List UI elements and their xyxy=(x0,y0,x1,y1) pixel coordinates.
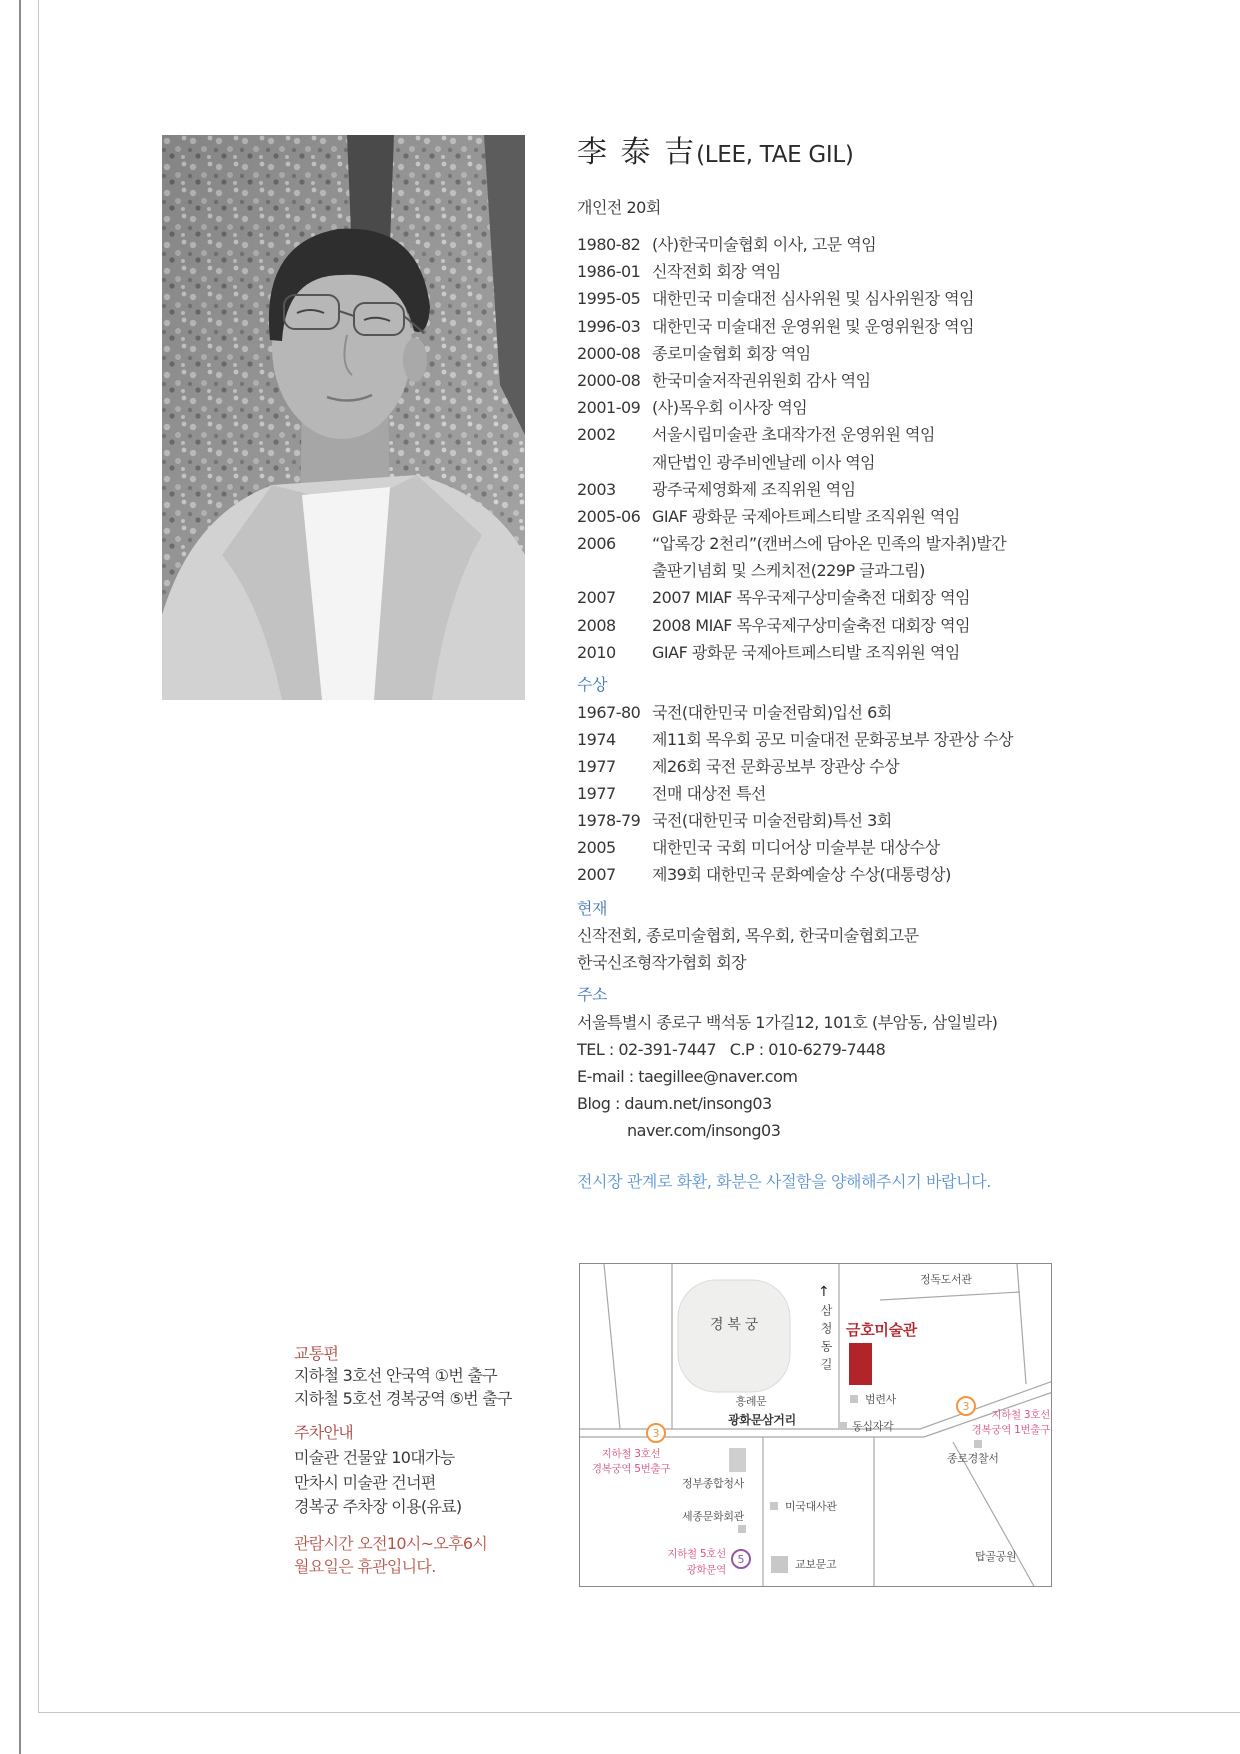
station-bottom-exit: 광화문역 xyxy=(686,1564,726,1576)
award-row xyxy=(577,780,1137,807)
awards-list xyxy=(577,699,1137,888)
career-text: GIAF 광화문 국제아트페스티발 조직위원 역임 xyxy=(652,506,960,526)
artist-name-hanja: 李 泰 吉 xyxy=(577,135,697,170)
career-text: 재단법인 광주비엔날레 이사 역임 xyxy=(652,452,876,472)
award-year: 2007 xyxy=(577,865,616,884)
address-blog-secondary: naver.com/insong03 xyxy=(627,1121,781,1140)
embassy-label: 미국대사관 xyxy=(785,1500,837,1513)
award-text: 전매 대상전 특선 xyxy=(652,784,766,803)
temple-label: 범련사 xyxy=(865,1393,896,1406)
career-text: (사)한국미술협회 이사, 고문 역임 xyxy=(652,235,877,254)
award-year: 2005 xyxy=(577,838,616,857)
page-inner-edge xyxy=(38,0,39,1712)
artist-name-title xyxy=(577,134,854,176)
parking-line: 미술관 건물앞 10대가능 xyxy=(294,1448,455,1467)
award-row xyxy=(577,699,1137,726)
career-text: 2008 MIAF 목우국제구상미술축전 대회장 역임 xyxy=(652,615,971,635)
career-list xyxy=(577,231,1137,666)
page-binding-edge xyxy=(19,0,21,1754)
career-year: 2001-09 xyxy=(577,398,641,418)
award-row xyxy=(577,861,1137,888)
transit-line: 지하철 5호선 경복궁역 ⑤번 출구 xyxy=(294,1389,512,1408)
career-text: 대한민국 미술대전 운영위원 및 운영위원장 역임 xyxy=(652,316,975,336)
address-blog: Blog : daum.net/insong03 xyxy=(577,1094,772,1113)
award-year: 1974 xyxy=(577,730,616,749)
career-year: 2003 xyxy=(577,479,616,499)
location-map xyxy=(579,1263,1052,1587)
career-row xyxy=(577,367,1137,394)
station-left-exit: 경복궁역 5번출구 xyxy=(591,1463,671,1475)
station-number-bottom: 5 xyxy=(737,1553,745,1566)
parking-heading: 주차안내 xyxy=(294,1423,354,1442)
award-year: 1977 xyxy=(577,784,616,803)
parking-line: 만차시 미술관 건너편 xyxy=(294,1473,436,1492)
address-phone: TEL : 02-391-7447 C.P : 010-6279-7448 xyxy=(577,1040,886,1059)
address-street: 서울특별시 종로구 백석동 1가길12, 101호 (부암동, 삼일빌라) xyxy=(577,1013,998,1032)
career-year: 2007 xyxy=(577,588,616,608)
career-text: 신작전회 회장 역임 xyxy=(652,262,781,282)
award-row xyxy=(577,807,1137,834)
career-year: 2000-08 xyxy=(577,370,641,390)
closed-day: 월요일은 휴관입니다. xyxy=(294,1557,436,1576)
road-line xyxy=(604,1264,620,1429)
address-heading: 주소 xyxy=(577,985,607,1004)
awards-heading: 수상 xyxy=(577,675,607,694)
gov-complex-label: 정부종합청사 xyxy=(682,1477,744,1490)
career-row xyxy=(577,258,1137,285)
career-text: 2007 MIAF 목우국제구상미술축전 대회장 역임 xyxy=(652,588,971,608)
current-line: 한국신조형작가협회 회장 xyxy=(577,953,747,972)
portrait-image xyxy=(162,135,525,700)
station-right-line: 지하철 3호선 xyxy=(991,1409,1050,1421)
career-row xyxy=(577,476,1137,503)
career-year: 2008 xyxy=(577,615,616,635)
career-year: 1980-82 xyxy=(577,235,641,254)
sejong-label: 세종문화회관 xyxy=(682,1510,744,1523)
station-bottom-line: 지하철 5호선 xyxy=(667,1548,726,1560)
station-left-line: 지하철 3호선 xyxy=(601,1448,661,1460)
award-row xyxy=(577,753,1137,780)
career-text: “압록강 2천리”(캔버스에 담아온 민족의 발자취)발간 xyxy=(652,534,1007,554)
career-year: 2000-08 xyxy=(577,343,641,363)
embassy-marker xyxy=(770,1502,778,1510)
career-text: 종로미술협회 회장 역임 xyxy=(652,343,811,363)
award-row xyxy=(577,726,1137,753)
solo-exhibitions: 개인전 20회 xyxy=(577,198,661,217)
flower-notice: 전시장 관계로 화환, 화분은 사절함을 양해해주시기 바랍니다. xyxy=(577,1172,991,1191)
portrait-photo xyxy=(162,135,525,700)
road-line xyxy=(880,1292,1020,1300)
artist-name-latin: (LEE, TAE GIL) xyxy=(696,142,854,168)
address-email: E-mail : taegillee@naver.com xyxy=(577,1067,798,1086)
career-row xyxy=(577,639,1137,666)
gate-label: 흥례문 xyxy=(735,1395,767,1408)
career-text: 대한민국 미술대전 심사위원 및 심사위원장 역임 xyxy=(652,289,975,309)
samcheong-road-label: 삼청동길 xyxy=(819,1304,833,1376)
career-row xyxy=(577,584,1137,611)
award-row xyxy=(577,834,1137,861)
career-text: GIAF 광화문 국제아트페스티발 조직위원 역임 xyxy=(652,642,960,662)
palace-label: 경 복 궁 xyxy=(710,1317,758,1333)
career-year: 2002 xyxy=(577,425,616,445)
police-marker xyxy=(974,1440,982,1448)
transit-line: 지하철 3호선 안국역 ①번 출구 xyxy=(294,1366,497,1385)
career-row xyxy=(577,557,1137,584)
sejong-marker xyxy=(738,1525,746,1533)
award-year: 1977 xyxy=(577,757,616,776)
station-number-right: 3 xyxy=(962,1400,970,1413)
page-bottom-edge xyxy=(38,1712,1240,1713)
career-text: 출판기념회 및 스케치전(229P 글과그림) xyxy=(652,561,925,581)
police-label: 종로경찰서 xyxy=(947,1452,999,1465)
career-row xyxy=(577,231,1137,258)
career-row xyxy=(577,612,1137,639)
current-heading: 현재 xyxy=(577,899,607,918)
career-year: 1986-01 xyxy=(577,262,641,282)
temple-marker xyxy=(850,1395,858,1403)
award-year: 1978-79 xyxy=(577,811,641,830)
award-year: 1967-80 xyxy=(577,703,641,722)
junction-label: 광화문삼거리 xyxy=(728,1413,796,1427)
career-row xyxy=(577,394,1137,421)
career-row xyxy=(577,340,1137,367)
career-year: 2005-06 xyxy=(577,506,641,526)
career-year: 1995-05 xyxy=(577,289,641,309)
north-arrow-icon: ↑ xyxy=(818,1284,830,1300)
career-row xyxy=(577,313,1137,340)
park-label: 탑골공원 xyxy=(975,1550,1017,1563)
gate-tower-label: 동십자각 xyxy=(852,1420,894,1433)
career-row xyxy=(577,503,1137,530)
career-year: 1996-03 xyxy=(577,316,641,336)
award-text: 제11회 목우회 공모 미술대전 문화공보부 장관상 수상 xyxy=(652,730,1013,749)
parking-line: 경복궁 주차장 이용(유료) xyxy=(294,1497,462,1516)
career-row xyxy=(577,530,1137,557)
museum-label: 금호미술관 xyxy=(846,1321,917,1339)
gate-tower-marker xyxy=(839,1422,847,1430)
kyobo-label: 교보문고 xyxy=(795,1558,837,1571)
award-text: 제39회 대한민국 문화예술상 수상(대통령상) xyxy=(652,865,951,884)
museum-building xyxy=(849,1343,872,1385)
current-line: 신작전회, 종로미술협회, 목우회, 한국미술협회고문 xyxy=(577,926,919,945)
award-text: 제26회 국전 문화공보부 장관상 수상 xyxy=(652,757,900,776)
station-right-exit: 경복궁역 1번출구 xyxy=(971,1424,1050,1436)
career-row xyxy=(577,285,1137,312)
station-number-left: 3 xyxy=(652,1427,660,1440)
career-year: 2010 xyxy=(577,642,616,662)
career-row xyxy=(577,421,1137,448)
opening-hours: 관람시간 오전10시~오후6시 xyxy=(294,1534,488,1553)
kyobo-marker xyxy=(771,1556,788,1573)
award-text: 국전(대한민국 미술전람회)입선 6회 xyxy=(652,703,892,722)
career-text: 한국미술저작권위원회 감사 역임 xyxy=(652,370,871,390)
career-year: 2006 xyxy=(577,534,616,554)
gov-complex-building xyxy=(729,1448,746,1472)
award-text: 대한민국 국회 미디어상 미술부분 대상수상 xyxy=(652,838,940,857)
career-text: 광주국제영화제 조직위원 역임 xyxy=(652,479,856,499)
library-label: 정독도서관 xyxy=(920,1273,972,1286)
palace-grounds xyxy=(678,1280,790,1392)
career-row xyxy=(577,449,1137,476)
transit-heading: 교통편 xyxy=(294,1344,339,1363)
career-text: (사)목우회 이사장 역임 xyxy=(652,398,808,418)
award-text: 국전(대한민국 미술전람회)특선 3회 xyxy=(652,811,892,830)
road-line xyxy=(1017,1264,1026,1384)
career-text: 서울시립미술관 초대작가전 운영위원 역임 xyxy=(652,425,935,445)
